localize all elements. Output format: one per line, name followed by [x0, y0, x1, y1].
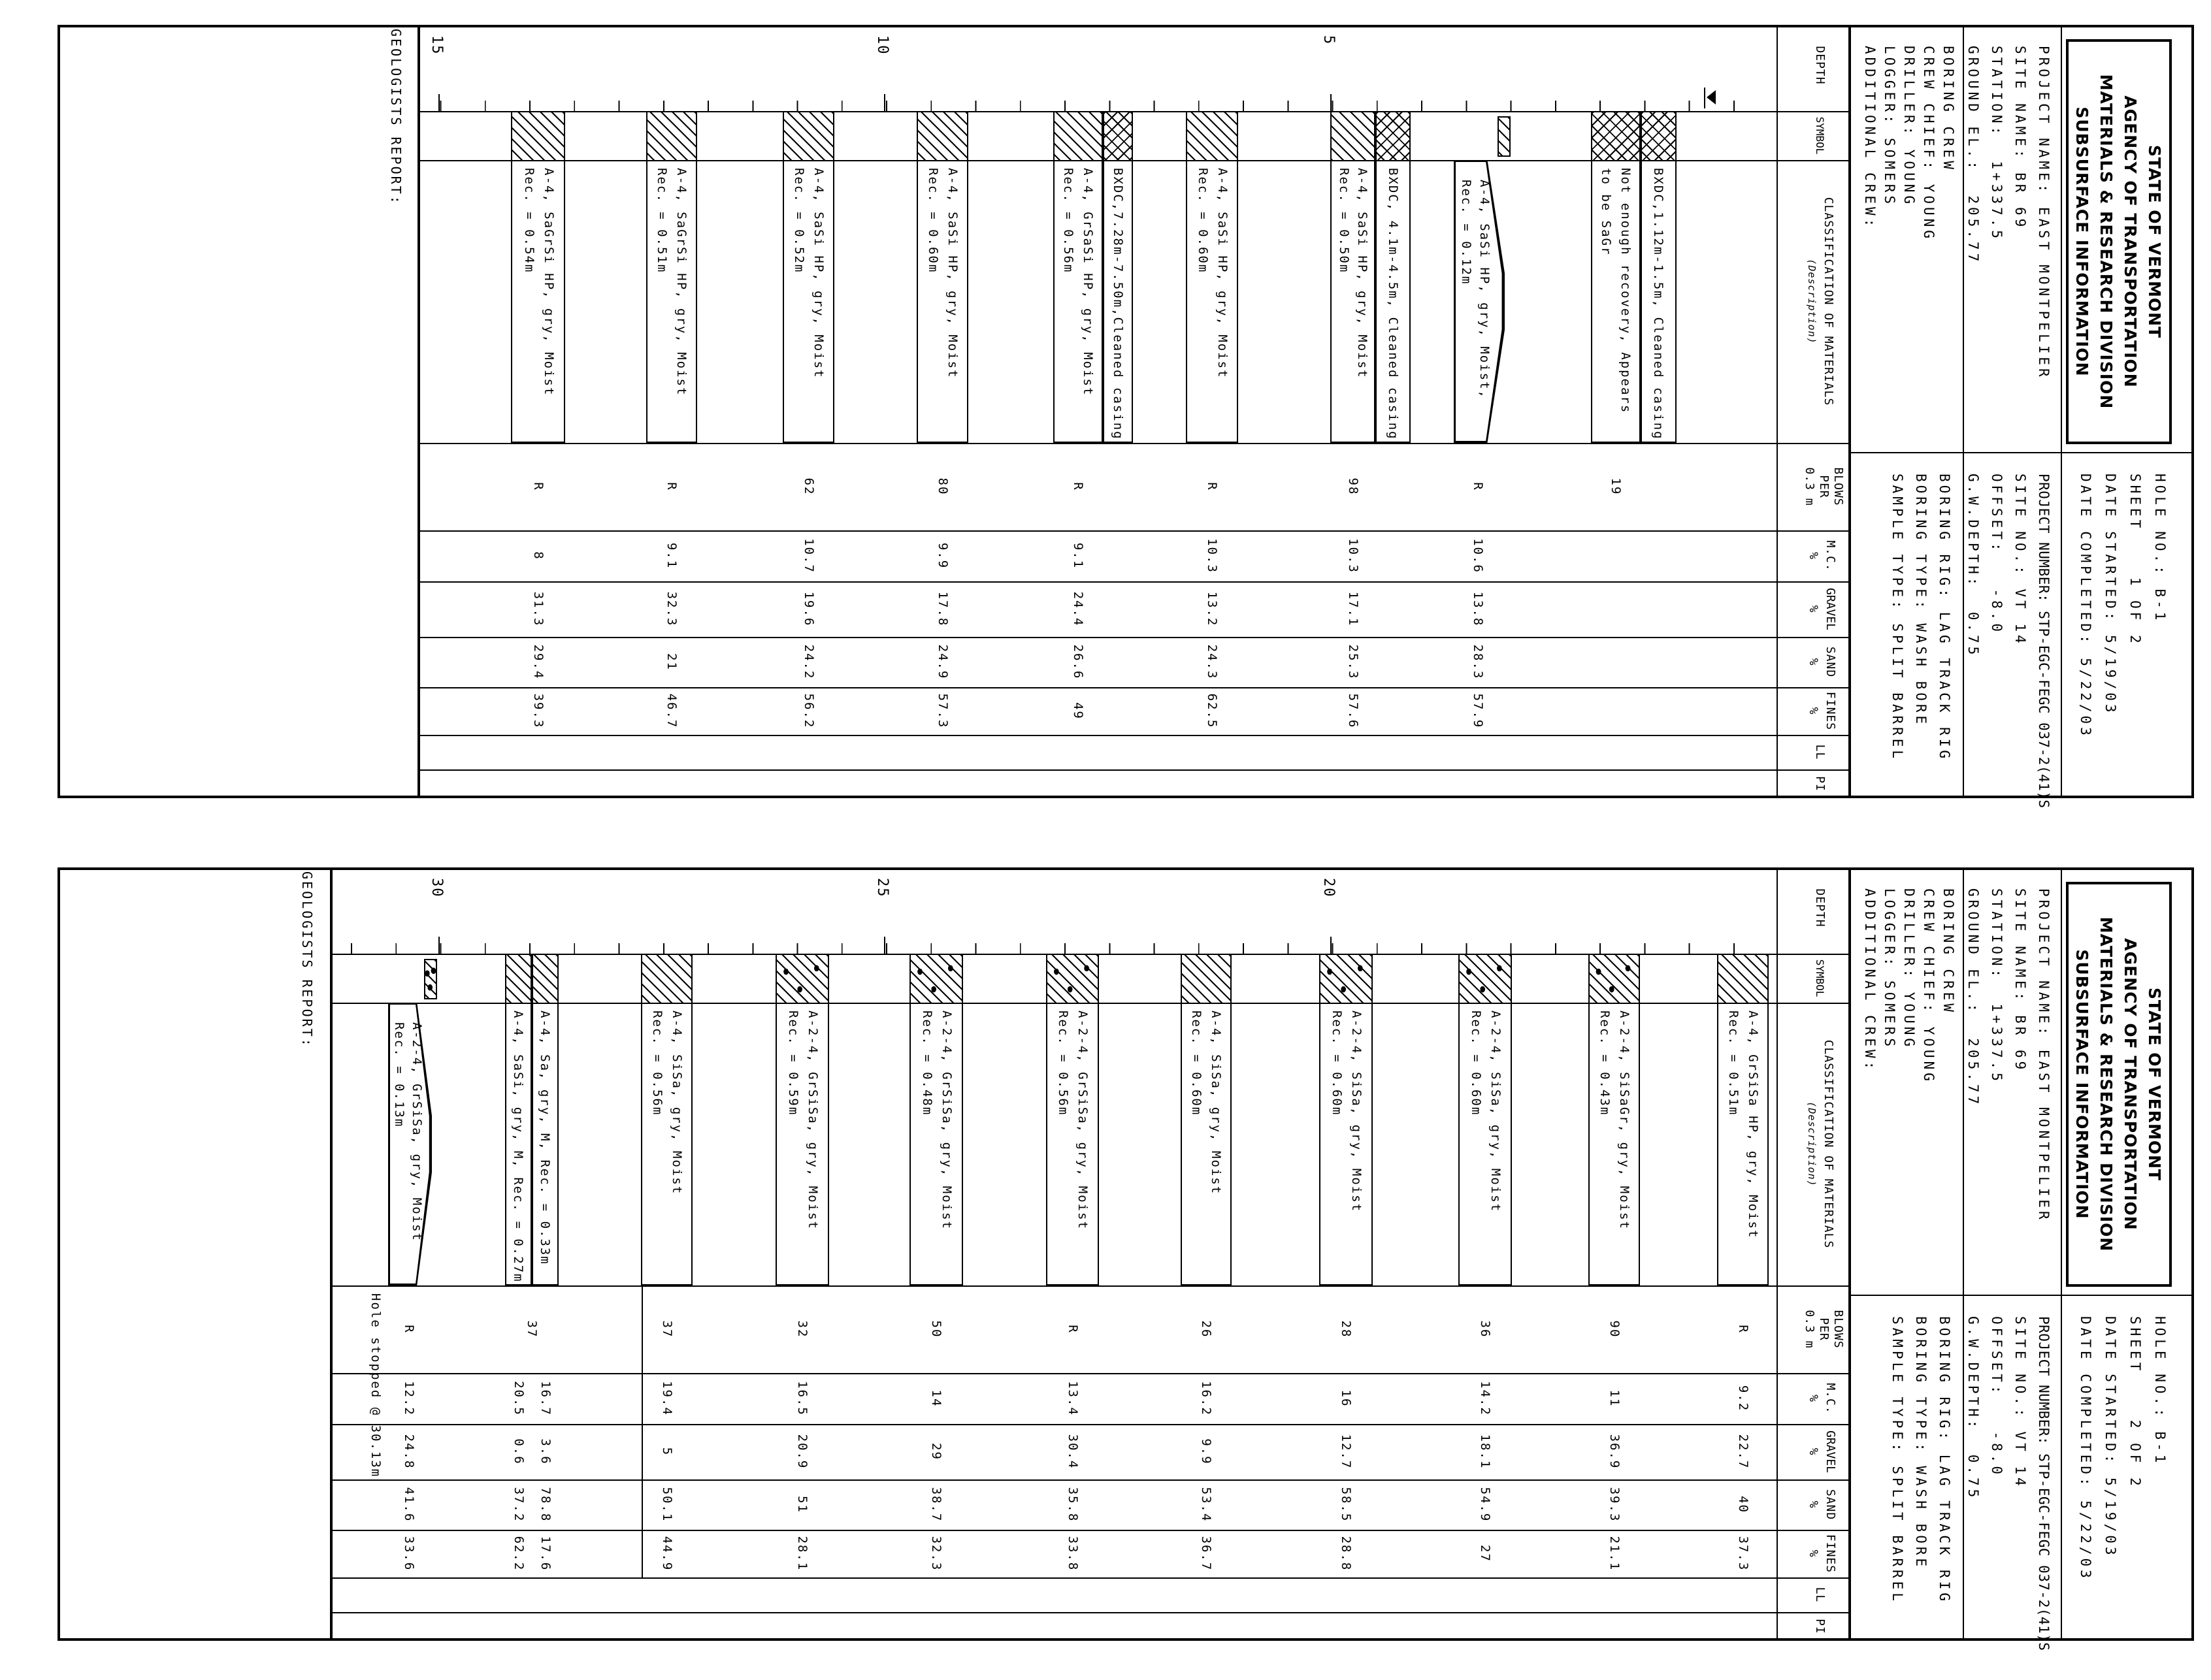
depth-label-30: 30	[429, 878, 445, 898]
row-desc: A-4, SaSi HP, gry, Moist Rec. = 0.50m	[1330, 160, 1375, 443]
station: STATION: 1+337.5	[1989, 888, 2005, 1084]
row-desc: A-4, SiSa, gry, Moist Rec. = 0.60m	[1181, 1003, 1232, 1285]
col-symbol: SYMBOL	[1814, 959, 1826, 997]
symbol-sample	[1186, 111, 1238, 161]
symbol-casing	[1641, 111, 1677, 161]
row-desc: A-4, GrSaSi HP, gry, Moist Rec. = 0.56m	[1053, 160, 1103, 443]
depth-label-15: 15	[429, 35, 445, 56]
boring-log-sheet-1: STATE OF VERMONT AGENCY OF TRANSPORTATION MATERIALS & RESEARCH DIVISION SUBSURFACE INFORMATION HOLE NO.: B-1 SHEET 1 OF 2 DATE STARTED: 5/19/03 DATE COMPLETED: 5/22/03 PROJECT NAME: EAST MONTPELIER SITE NAME: BR 69 STATION: 1+337.5 GROUND EL.: 205.77 PROJECT NUMBER: STP-EGC-FEGC 037-2(41)S SITE NO.: VT 14 OFFSET: -8.0 G.W.DEPTH: 0.75 BORING CREW CREW CHIEF: YOUNG DRILLER: YOUNG LOGGER: SOMERS ADDITIONAL CREW: BORING RIG: LAG TRACK RIG BORING TYPE: WASH BORE SAMPLE TYPE: SPLIT BARREL DEPTH SYMBOL CLASSIFICATION OF MATERIALS (Description) BLOWS PER 0.3 m M.C. % GRAVEL % SAND % FINES % LL PI 5 10 15 BXDC,1.12m-1.5m, Cleaned casing Not enough recovery, Appears to be SaGr 19 A-4, SaSi HP, gry, Moist, Rec. = 0.12m R 10.6 13.8 28.3 57.9 BXDC, 4.1m-4.5m, Cleaned casing A-4, SaSi HP, gry, Moist Rec. = 0.50m 98 10.3 17.1 25.3 57.6 A-4, SaSi HP, gry, Moist Rec. = 0.60m R 10.3 13.2 24.3 62.5 BXDC,7.28m-7.50m,Cleaned casing A-4, GrSaSi HP, gry, Moist Rec. = 0.56m R 9.1 24.4 26.6 49 A-4, SaSi HP, gry, Moist Rec. = 0.60m 80 9.9 17.8 24.9 57.3 A-4, SaSi HP, gry, Moist Rec. = 0.52m 62 10.7 19.6 24.2 56.2 A-4, SaGrSi HP, gry, Moist Rec. = 0.51m R 9.1 32.3 21 46.7 A-4, SaGrSi HP, gry, Moist Rec. = 0.54m R 8 31.3 29.4 39.3 GEOLOGISTS REPORT:	[48, 20, 2211, 803]
symbol-sample	[511, 111, 565, 161]
boring-rig: BORING RIG: LAG TRACK RIG	[1937, 1316, 1952, 1605]
offset: OFFSET: -8.0	[1989, 474, 2005, 636]
station: STATION: 1+337.5	[1989, 46, 2005, 242]
row-desc: A-4, SiSa, gry, Moist Rec. = 0.56m	[641, 1003, 693, 1285]
col-classification: CLASSIFICATION OF MATERIALS	[1822, 1039, 1835, 1249]
depth-label-20: 20	[1320, 878, 1337, 898]
col-depth: DEPTH	[1813, 888, 1827, 928]
symbol-sample	[1717, 954, 1769, 1004]
symbol-sample	[783, 111, 834, 161]
col-mc: M.C.	[1824, 540, 1837, 572]
boring-log-sheet-2: STATE OF VERMONT AGENCY OF TRANSPORTATION MATERIALS & RESEARCH DIVISION SUBSURFACE INFORMATION HOLE NO.: B-1 SHEET 2 OF 2 DATE STARTED: 5/19/03 DATE COMPLETED: 5/22/03 PROJECT NAME: EAST MONTPELIER SITE NAME: BR 69 STATION: 1+337.5 GROUND EL.: 205.77 PROJECT NUMBER: STP-EGC-FEGC 037-2(41)S SITE NO.: VT 14 OFFSET: -8.0 G.W.DEPTH: 0.75 BORING CREW CREW CHIEF: YOUNG DRILLER: YOUNG LOGGER: SOMERS ADDITIONAL CREW: BORING RIG: LAG TRACK RIG BORING TYPE: WASH BORE SAMPLE TYPE: SPLIT BARREL DEPTH SYMBOL CLASSIFICATION OF MATERIALS (Description) BLOWS PER 0.3 m M.C. % GRAVEL % SAND % FINES % LL PI 20 25 30 A-4, GrSiSa HP, gry, Moist Rec. = 0.51m R 9.2 22.7 40 37.3 A-2-4, SiSaGr, gry, Moist Rec. = 0.43m 90 11 36.9 39.3 21.1 A-2-4, SiSa, gry, Moist Rec. = 0.60m 36 14.2 18.1 54.9 27 A-2-4, SiSa, gry, Moist Rec. = 0.60m 28 16 12.7 58.5 28.8 A-4, SiSa, gry, Moist Rec. = 0.60m 26 16.2 9.9 53.4 36.7 A-2-4, GrSiSa, gry, Moist Rec. = 0.56m R 13.4 30.4 35.8 33.8 A-2-4, GrSiSa, gry, Moist Rec. = 0.48m 50 14 29 38.7 32.3 A-2-4, GrSiSa, gry, Moist Rec. = 0.59m 32 16.5 20.9 51 28.1 A-4, SiSa, gry, Moist Rec. = 0.56m 37 19.4 5 50.1 44.9 A-4, Sa, gry, M, Rec. = 0.33m 37 16.7 3.6 78.8 17.6 A-4, SaSi, gry, M, Rec. = 0.27m 20.5 0.6 37.2 62.2 A-2-4, GrSiSa, gry, Moist Rec. = 0.13m R 12.2 24.8 41.6 33.6 Hole stopped @ 30.13m GEOLOGISTS REPORT:	[48, 862, 2211, 1646]
depth-label-25: 25	[874, 878, 891, 898]
col-blows: BLOWS	[1831, 467, 1845, 506]
row-desc: BXDC,1.12m-1.5m, Cleaned casing	[1641, 160, 1677, 443]
date-started: DATE STARTED: 5/19/03	[2103, 1316, 2118, 1559]
boring-crew: BORING CREW	[1941, 46, 1956, 173]
values-underline	[642, 1285, 643, 1577]
agency-title-block	[2066, 882, 2172, 1287]
symbol-sliver	[1498, 116, 1511, 157]
header-divider	[2061, 25, 2062, 798]
body-end-line	[330, 867, 333, 1641]
row-desc: BXDC,7.28m-7.50m,Cleaned casing	[1103, 160, 1133, 443]
symbol-casing	[1103, 111, 1133, 161]
sample-type: SAMPLE TYPE: SPLIT BARREL	[1890, 1316, 1905, 1605]
symbol-sample	[917, 111, 968, 161]
row-desc: BXDC, 4.1m-4.5m, Cleaned casing	[1375, 160, 1411, 443]
hole-no: HOLE NO.: B-1	[2152, 474, 2168, 624]
date-completed: DATE COMPLETED: 5/22/03	[2078, 1316, 2093, 1581]
row-desc: A-4, SaGrSi HP, gry, Moist Rec. = 0.51m	[646, 160, 697, 443]
body-top-line	[1777, 25, 1778, 798]
header-bottom-border	[1848, 25, 1851, 798]
logger: LOGGER: SOMERS	[1882, 888, 1897, 1050]
sample-type: SAMPLE TYPE: SPLIT BARREL	[1890, 474, 1905, 762]
symbol-sliver	[424, 959, 437, 999]
symbol-sample	[1046, 954, 1099, 1004]
title-line: MATERIALS & RESEARCH DIVISION	[2097, 74, 2116, 410]
title-line: STATE OF VERMONT	[2145, 144, 2164, 339]
project-name: PROJECT NAME: EAST MONTPELIER	[2036, 46, 2052, 380]
row-desc: A-2-4, SiSa, gry, Moist Rec. = 0.60m	[1319, 1003, 1373, 1285]
crew-chief: CREW CHIEF: YOUNG	[1921, 888, 1937, 1084]
col-mc: M.C.	[1824, 1383, 1837, 1414]
row-desc: A-4, SaSi HP, gry, Moist Rec. = 0.60m	[917, 160, 968, 443]
project-number: PROJECT NUMBER: STP-EGC-FEGC 037-2(41)S	[2036, 474, 2052, 809]
boring-crew: BORING CREW	[1941, 888, 1956, 1016]
header-divider	[1963, 25, 1964, 798]
symbol-sample	[646, 111, 697, 161]
symbol-sample	[776, 954, 829, 1004]
col-description: (Description)	[1806, 259, 1818, 344]
hole-stopped-note: Hole stopped @ 30.13m	[368, 1293, 383, 1478]
row-desc: A-2-4, GrSiSa, gry, Moist Rec. = 0.48m	[909, 1003, 963, 1285]
symbol-casing	[1375, 111, 1411, 161]
symbol-sample	[1458, 954, 1512, 1004]
symbol-sample	[641, 954, 693, 1004]
col-gravel: GRAVEL	[1824, 587, 1837, 631]
sheet-no: SHEET 1 OF 2	[2127, 474, 2143, 647]
symbol-sample	[532, 954, 559, 1004]
driller: DRILLER: YOUNG	[1901, 46, 1917, 208]
col-description: (Description)	[1806, 1101, 1818, 1187]
site-name: SITE NAME: BR 69	[2012, 46, 2028, 231]
row-desc: A-2-4, SiSaGr, gry, Moist Rec. = 0.43m	[1588, 1003, 1640, 1285]
logger: LOGGER: SOMERS	[1882, 46, 1897, 208]
symbol-sample	[1588, 954, 1640, 1004]
symbol-sample	[1181, 954, 1232, 1004]
title-line: AGENCY OF TRANSPORTATION	[2121, 938, 2140, 1231]
col-pi: PI	[1813, 776, 1827, 792]
boring-type: BORING TYPE: WASH BORE	[1913, 474, 1929, 728]
col-gravel: GRAVEL	[1824, 1430, 1837, 1474]
geologists-report-label: GEOLOGISTS REPORT:	[299, 871, 315, 1048]
offset: OFFSET: -8.0	[1989, 1316, 2005, 1478]
date-started: DATE STARTED: 5/19/03	[2103, 474, 2118, 716]
project-name: PROJECT NAME: EAST MONTPELIER	[2036, 888, 2052, 1223]
row-desc: A-4, Sa, gry, M, Rec. = 0.33m	[532, 1003, 559, 1285]
gw-depth: G.W.DEPTH: 0.75	[1965, 1316, 1981, 1501]
col-symbol: SYMBOL	[1814, 116, 1826, 155]
additional-crew: ADDITIONAL CREW:	[1862, 46, 1878, 231]
title-line: AGENCY OF TRANSPORTATION	[2121, 95, 2140, 388]
row-desc: Not enough recovery, Appears to be SaGr	[1591, 160, 1641, 443]
row-desc: A-2-4, GrSiSa, gry, Moist Rec. = 0.56m	[1046, 1003, 1099, 1285]
boring-type: BORING TYPE: WASH BORE	[1913, 1316, 1929, 1570]
crew-chief: CREW CHIEF: YOUNG	[1921, 46, 1937, 242]
sheet-no: SHEET 2 OF 2	[2127, 1316, 2143, 1489]
row-desc: A-4, SaSi HP, gry, Moist Rec. = 0.52m	[783, 160, 834, 443]
col-sand: SAND	[1824, 646, 1837, 678]
title-line: STATE OF VERMONT	[2145, 987, 2164, 1182]
symbol-sample	[1319, 954, 1373, 1004]
body-end-line	[418, 25, 420, 798]
site-no: SITE NO.: VT 14	[2012, 474, 2028, 647]
row-desc: A-4, GrSiSa HP, gry, Moist Rec. = 0.51m	[1717, 1003, 1769, 1285]
depth-label-10: 10	[874, 35, 891, 56]
ground-el: GROUND EL.: 205.77	[1965, 46, 1981, 265]
depth-minor-ticks	[333, 943, 1778, 954]
driller: DRILLER: YOUNG	[1901, 888, 1917, 1050]
symbol-sample	[1330, 111, 1375, 161]
additional-crew: ADDITIONAL CREW:	[1862, 888, 1878, 1073]
symbol-sample	[909, 954, 963, 1004]
row-desc: A-4, SaSi HP, gry, Moist Rec. = 0.60m	[1186, 160, 1238, 443]
geologists-report-label: GEOLOGISTS REPORT:	[388, 29, 404, 206]
site-no: SITE NO.: VT 14	[2012, 1316, 2028, 1489]
row-desc: A-4, SaGrSi HP, gry, Moist Rec. = 0.54m	[511, 160, 565, 443]
ground-el: GROUND EL.: 205.77	[1965, 888, 1981, 1108]
col-pi: PI	[1813, 1619, 1827, 1634]
col-classification: CLASSIFICATION OF MATERIALS	[1822, 197, 1835, 406]
blows-value: 19	[1609, 477, 1623, 496]
header-center-divider	[1850, 452, 2194, 453]
date-completed: DATE COMPLETED: 5/22/03	[2078, 474, 2093, 739]
title-line: SUBSURFACE INFORMATION	[2072, 949, 2091, 1220]
row-desc: A-2-4, GrSiSa, gry, Moist Rec. = 0.59m	[776, 1003, 829, 1285]
agency-title-block	[2066, 39, 2172, 444]
water-table-line	[1704, 88, 1705, 108]
col-blows: BLOWS	[1831, 1310, 1845, 1349]
symbol-sample	[505, 954, 532, 1004]
symbol-sample	[1053, 111, 1103, 161]
depth-label-5: 5	[1320, 35, 1337, 46]
water-table-icon	[1707, 90, 1716, 105]
row-desc: A-2-4, SiSa, gry, Moist Rec. = 0.60m	[1458, 1003, 1512, 1285]
project-number: PROJECT NUMBER: STP-EGC-FEGC 037-2(41)S	[2036, 1316, 2052, 1651]
col-ll: LL	[1813, 1587, 1827, 1603]
symbol-casing	[1591, 111, 1641, 161]
hole-no: HOLE NO.: B-1	[2152, 1316, 2168, 1466]
col-ll: LL	[1813, 744, 1827, 760]
title-line: MATERIALS & RESEARCH DIVISION	[2097, 916, 2116, 1252]
gw-depth: G.W.DEPTH: 0.75	[1965, 474, 1981, 658]
title-line: SUBSURFACE INFORMATION	[2072, 106, 2091, 377]
col-depth: DEPTH	[1813, 46, 1827, 85]
col-fines: FINES	[1824, 1534, 1837, 1574]
depth-minor-ticks	[420, 101, 1778, 111]
site-name: SITE NAME: BR 69	[2012, 888, 2028, 1073]
row-desc: A-4, SaSi, gry, M, Rec. = 0.27m	[505, 1003, 532, 1285]
col-fines: FINES	[1824, 691, 1837, 731]
boring-rig: BORING RIG: LAG TRACK RIG	[1937, 474, 1952, 762]
col-sand: SAND	[1824, 1489, 1837, 1521]
